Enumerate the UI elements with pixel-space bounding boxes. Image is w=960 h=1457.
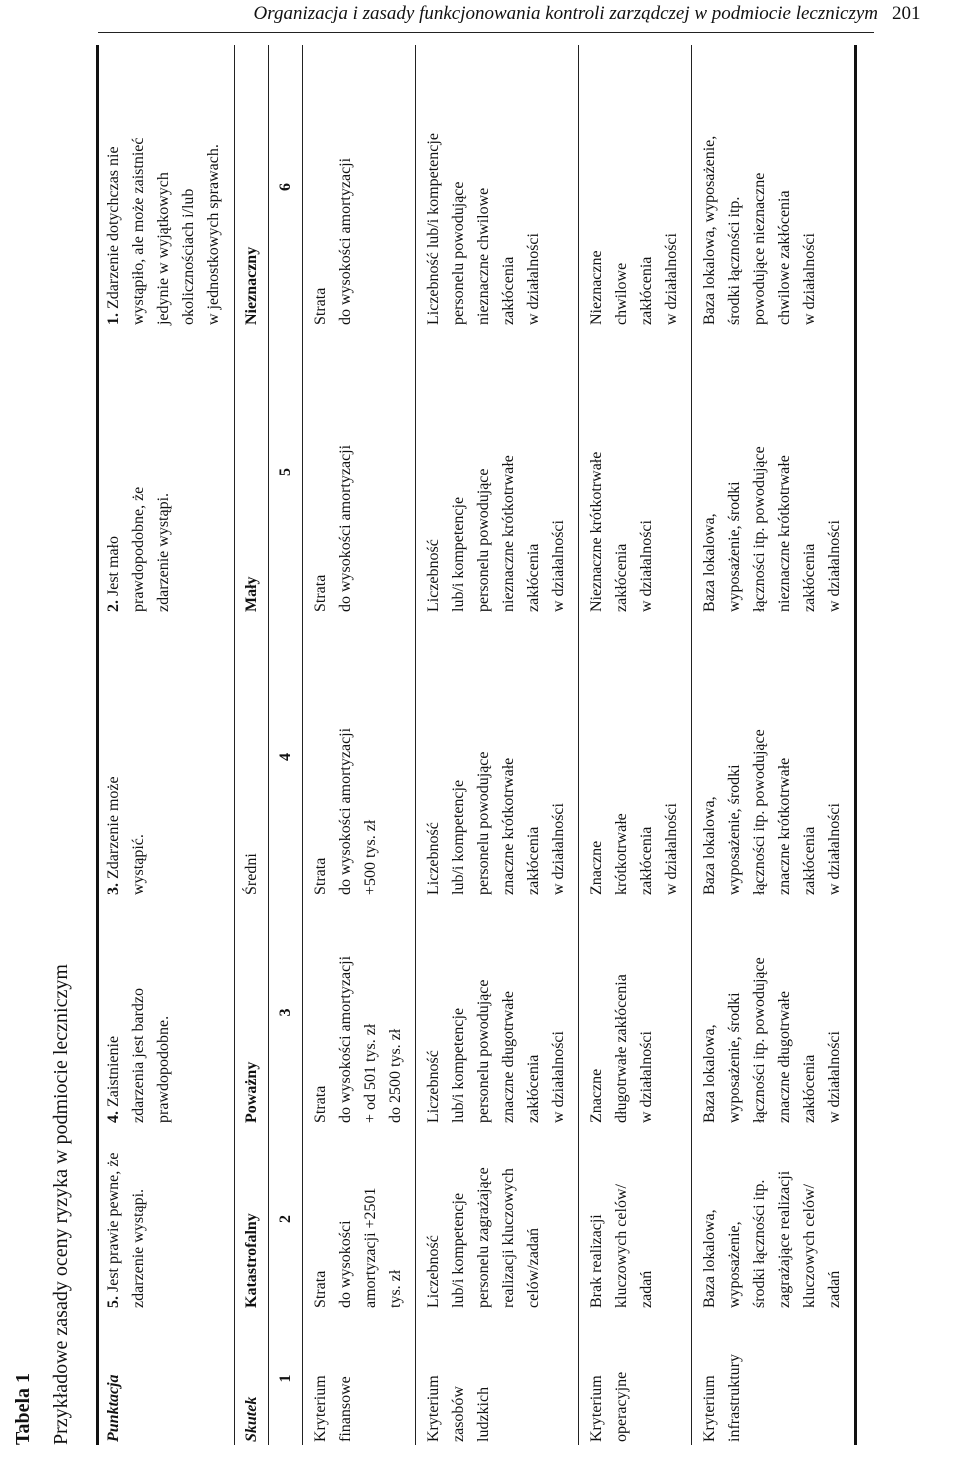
criterion-cell: Strata do wysokości amortyzacji +2501 tys. zł <box>312 1187 404 1308</box>
criterion-cell: Baza lokalowa, wyposażenie, środki łączności itp. powodujące nieznaczne chwilowe zakłócenia w działalności <box>701 135 818 325</box>
column-number: 5 <box>277 468 294 476</box>
criterion-row-human-resources <box>416 45 579 1445</box>
scoring-number: 1. <box>105 313 122 325</box>
table-subtitle: Przykładowe zasady oceny ryzyka w podmiocie leczniczym <box>50 964 72 1445</box>
scoring-text: Jest mało prawdopodobne, że zdarzenie wystąpi. <box>105 486 172 612</box>
criterion-cell: Strata do wysokości amortyzacji + od 501 tys. zł do 2500 tys. zł <box>312 955 404 1123</box>
criterion-cell: Znaczne krótkotrwałe zakłócenia w działalności <box>588 803 680 895</box>
effect-row <box>235 45 269 1445</box>
criterion-label: Kryterium infrastruktury <box>701 1354 743 1442</box>
effect-level: Katastrofalny <box>243 1213 260 1308</box>
effect-level: Nieznaczny <box>243 246 260 325</box>
criterion-cell: Znaczne długotrwałe zakłócenia w działalności <box>588 974 655 1123</box>
scoring-text: Zdarzenie dotychczas nie wystąpiło, ale może zaistnieć jedynie w wyjątkowych okolicznościach i/lub w jednostkowych sprawach. <box>105 137 222 325</box>
effect-level: Mały <box>243 576 260 612</box>
scoring-text: Zaistnienie zdarzenia jest bardzo prawdopodobne. <box>105 987 172 1123</box>
criterion-cell: Liczebność lub/i kompetencje personelu powodujące nieznaczne chwilowe zakłócenia w działalności <box>425 133 542 325</box>
scoring-label: Punktacja <box>105 1374 122 1442</box>
scoring-number: 5. <box>105 1296 122 1308</box>
scoring-cell <box>98 328 235 615</box>
criterion-cell: Baza lokalowa, wyposażenie, środki łączności itp. powodujące znaczne krótkotrwałe zakłócenia w działalności <box>701 729 843 895</box>
effect-label: Skutek <box>243 1396 260 1442</box>
column-number: 2 <box>277 1215 294 1223</box>
criterion-label: Kryterium operacyjne <box>588 1371 630 1442</box>
scoring-number: 4. <box>105 1111 122 1123</box>
criterion-cell: Strata do wysokości amortyzacji <box>312 157 354 325</box>
criterion-label: Kryterium finansowe <box>312 1375 354 1442</box>
criterion-cell: Baza lokalowa, wyposażenie, środki łączności itp. zagrażające realizacji kluczowych celów/ zadań <box>701 1170 843 1308</box>
criterion-row-infrastructure <box>692 45 856 1445</box>
effect-level: Średni <box>243 853 260 895</box>
page-number: 201 <box>892 3 921 24</box>
criterion-cell: Liczebność lub/i kompetencje personelu powodujące nieznaczne krótkotrwałe zakłócenia w działalności <box>425 455 567 612</box>
criterion-cell: Liczebność lub/i kompetencje personelu zagrażające realizacji kluczowych celów/zadań <box>425 1167 542 1308</box>
criterion-cell: Liczebność lub/i kompetencje personelu powodujące znaczne krótkotrwałe zakłócenia w działalności <box>425 751 567 895</box>
header-rule <box>98 32 874 33</box>
column-number: 4 <box>277 753 294 761</box>
criterion-cell: Baza lokalowa, wyposażenie, środki łączności itp. powodujące nieznaczne krótkotrwałe zakłócenia w działalności <box>701 446 843 612</box>
criterion-cell: Strata do wysokości amortyzacji <box>312 444 354 612</box>
criterion-cell: Brak realizacji kluczowych celów/ zadań <box>588 1184 655 1308</box>
scoring-text: Jest prawie pewne, że zdarzenie wystąpi. <box>105 1152 147 1308</box>
table-caption: Tabela 1 <box>12 1372 34 1445</box>
criterion-cell: Nieznaczne chwilowe zakłócenia w działalności <box>588 233 680 325</box>
scoring-cell <box>98 898 235 1126</box>
scoring-text: Zdarzenie może wystąpić. <box>105 776 147 895</box>
rotated-table-page <box>12 45 882 1445</box>
criterion-row-operational <box>579 45 692 1445</box>
effect-level: Poważny <box>243 1061 260 1123</box>
scoring-cell <box>98 1126 235 1311</box>
criterion-label: Kryterium zasobów ludzkich <box>425 1375 492 1442</box>
scoring-number: 2. <box>105 600 122 612</box>
column-number: 3 <box>277 1008 294 1017</box>
scoring-number: 3. <box>105 883 122 895</box>
scoring-row <box>98 45 235 1445</box>
scoring-cell <box>98 45 235 328</box>
column-number-row <box>269 45 303 1445</box>
column-number: 1 <box>277 1374 294 1383</box>
criterion-cell: Baza lokalowa, wyposażenie, środki łączności itp. powodujące znaczne długotrwałe zakłócenia w działalności <box>701 957 843 1123</box>
criterion-cell: Liczebność lub/i kompetencje personelu powodujące znaczne długotrwałe zakłócenia w działalności <box>425 979 567 1123</box>
running-title: Organizacja i zasady funkcjonowania kontroli zarządczej w podmiocie leczniczym <box>253 3 878 24</box>
risk-assessment-table <box>96 45 857 1445</box>
scoring-cell <box>98 615 235 898</box>
running-header <box>0 0 960 33</box>
criterion-row-financial <box>303 45 416 1445</box>
criterion-cell: Strata do wysokości amortyzacji +500 tys. zł <box>312 727 379 895</box>
criterion-cell: Nieznaczne krótkotrwałe zakłócenia w działalności <box>588 451 655 612</box>
column-number: 6 <box>277 183 294 191</box>
